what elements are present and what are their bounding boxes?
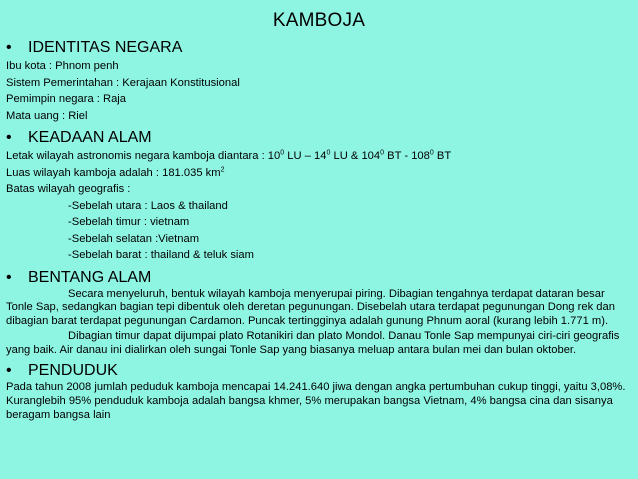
location-text: BT	[433, 150, 452, 162]
location-text: BT - 108	[384, 150, 430, 162]
info-currency: Mata uang : Riel	[6, 109, 88, 122]
border-east: -Sebelah timur : vietnam	[68, 216, 190, 228]
info-borders-label: Batas wilayah geografis :	[6, 183, 131, 195]
section-heading-bentang	[6, 268, 632, 288]
heading-text: KEADAAN ALAM	[28, 129, 152, 146]
bullet-icon: •	[6, 362, 12, 380]
heading-text: BENTANG ALAM	[28, 268, 152, 286]
heading-text: IDENTITAS NEGARA	[28, 39, 183, 56]
section-heading-keadaan	[6, 128, 632, 148]
bullet-icon: •	[6, 268, 12, 286]
section-heading-penduduk	[6, 361, 632, 381]
section-heading-identitas	[6, 38, 632, 58]
bullet-icon: •	[6, 39, 12, 56]
info-government: Sistem Pemerintahan : Kerajaan Konstitusional	[6, 76, 240, 89]
location-text: LU & 104	[330, 150, 381, 162]
degree-sup: 0	[280, 149, 285, 157]
border-north: -Sebelah utara : Laos & thailand	[68, 199, 228, 212]
degree-sup: 0	[380, 149, 385, 157]
slide-title: KAMBOJA	[272, 10, 366, 31]
heading-text: PENDUDUK	[28, 362, 118, 380]
location-text: Letak wilayah astronomis negara kamboja diantara : 10	[6, 150, 281, 162]
paragraph-landform-2	[6, 330, 632, 357]
location-text: LU – 14	[284, 150, 327, 162]
info-location	[6, 148, 632, 165]
paragraph-text: Dibagian timur dapat dijumpai plato Rotanikiri dan plato Mondol. Danau Tonle Sap mempunyai ciri-ciri geografis yang baik. Air danau ini dialirkan oleh sungai Tonle Sap yang biasanya meluap antara bulan mei dan bulan oktober.	[6, 330, 620, 356]
paragraph-text: Secara menyeluruh, bentuk wilayah kamboja menyerupai piring. Dibagian tengahnya terdapat dataran besar Tonle Sap, sedangkan bagian tepi dibentuk oleh deretan pegunungan. Disebelah utara terdapat pegunungan Dong rek dan dibagian barat terdapat pegunungan Cardamon. Puncak tertingginya adalah gunung Phnum aoral (kurang lebih 1.771 m).	[6, 287, 615, 327]
paragraph-landform-1	[6, 288, 632, 329]
border-south: -Sebelah selatan :Vietnam	[68, 232, 200, 245]
degree-sup: 0	[326, 149, 331, 157]
bullet-icon: •	[6, 129, 12, 146]
info-leader: Pemimpin negara : Raja	[6, 93, 127, 105]
degree-sup: 0	[429, 149, 434, 157]
paragraph-population: Pada tahun 2008 jumlah peduduk kamboja mencapai 14.241.640 jiwa dengan angka pertumbuhan cukup tinggi, yaitu 3,08%. Kuranglebih 95% penduduk kamboja adalah bangsa khmer, 5% merupakan bangsa Vietnam, 4% bangsa cina dan sisanya beragam bangsa lain	[6, 381, 626, 421]
border-west: -Sebelah barat : thailand & teluk siam	[68, 249, 254, 261]
area-text: Luas wilayah kamboja adalah : 181.035 km	[6, 166, 221, 179]
info-area	[6, 165, 632, 182]
area-sup: 2	[220, 165, 225, 173]
info-capital: Ibu kota : Phnom penh	[6, 60, 119, 72]
